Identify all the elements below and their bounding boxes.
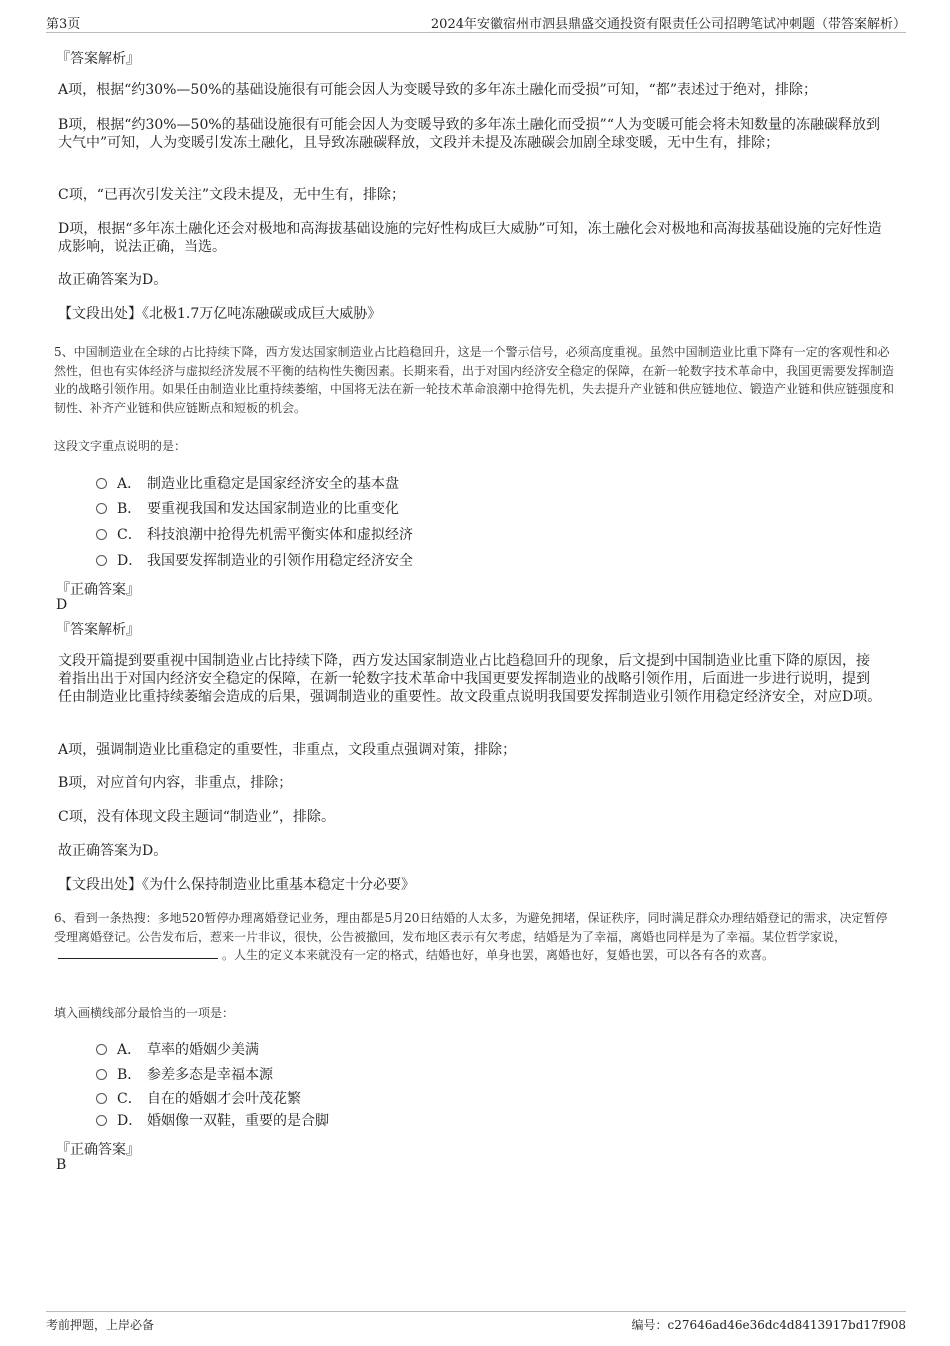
q5-source: 【文段出处】《为什么保持制造业比重基本稳定十分必要》 (58, 877, 415, 893)
document-code: 编号：c27646ad46e36dc4d8413917bd17f908 (631, 1318, 906, 1332)
q4-conclusion: 故正确答案为D。 (58, 272, 168, 288)
q5-analysis-label: 『答案解析』 (56, 622, 140, 638)
q5-stem: 5、中国制造业在全球的占比持续下降，西方发达国家制造业占比趋稳回升，这是一个警示信号，必须高度重视。虽然中国制造业比重下降有一定的客观性和必然性，但也有实体经济与虚拟经济发展不平衡的结构性失衡因素。长期来看，出于对国内经济安全稳定的保障，在新一轮数字技术革命中，我国更需要发挥制造业的战略引领作用。如果任由制造业比重持续萎缩，中国将无法在新一轮技术革命浪潮中抢得先机，失去提升产业链和供应链地位、锻造产业链和供应链强度和韧性、补齐产业链和供应链断点和短板的机会。 (54, 345, 895, 415)
q6-option-c[interactable]: C． 自在的婚姻才会叶茂花繁 (96, 1088, 301, 1108)
q6-answer: B (56, 1157, 67, 1173)
q5-answer: D (56, 597, 68, 613)
q5-analysis: 文段开篇提到要重视中国制造业占比持续下降，西方发达国家制造业占比趋稳回升的现象，后文提到中国制造业比重下降的原因，接着指出出于对国内经济安全稳定的保障，在新一轮数字技术革命中我国更要发挥制造业的战略引领作用，后面进一步进行说明，提到任由制造业比重持续萎缩会造成的后果，强调制造业的重要性。故文段重点说明我国要发挥制造业引领作用稳定经济安全，对应D项。 (58, 653, 882, 705)
radio-icon[interactable] (96, 478, 107, 489)
document-title: 2024年安徽宿州市泗县鼎盛交通投资有限责任公司招聘笔试冲刺题（带答案解析） (430, 17, 906, 32)
q5-conclusion: 故正确答案为D。 (58, 843, 168, 859)
q4-analysis-d: D项，根据“多年冻土融化还会对极地和高海拔基础设施的完好性构成巨大威胁”可知，冻土融化会对极地和高海拔基础设施的完好性造成影响，说法正确，当选。 (58, 221, 882, 255)
q5-analysis-b: B项，对应首句内容，非重点，排除； (58, 775, 293, 791)
page-footer (46, 1311, 906, 1346)
q5-option-a[interactable]: A． 制造业比重稳定是国家经济安全的基本盘 (96, 473, 399, 493)
fill-blank (58, 948, 218, 959)
radio-icon[interactable] (96, 1115, 107, 1126)
q4-source: 【文段出处】《北极1.7万亿吨冻融碳或成巨大威胁》 (58, 306, 382, 322)
q6-option-a[interactable]: A． 草率的婚姻少美满 (96, 1039, 259, 1059)
q5-analysis-a: A项，强调制造业比重稳定的重要性，非重点，文段重点强调对策，排除； (58, 742, 517, 758)
q5-answer-label: 『正确答案』 (56, 582, 140, 598)
q5-analysis-c: C项，没有体现文段主题词“制造业”，排除。 (58, 809, 336, 825)
radio-icon[interactable] (96, 1069, 107, 1080)
radio-icon[interactable] (96, 1093, 107, 1104)
radio-icon[interactable] (96, 1044, 107, 1055)
q6-option-b[interactable]: B． 参差多态是幸福本源 (96, 1064, 273, 1084)
q4-analysis-c: C项，“已再次引发关注”文段未提及，无中生有，排除； (58, 187, 406, 203)
q5-option-d[interactable]: D． 我国要发挥制造业的引领作用稳定经济安全 (96, 550, 413, 570)
radio-icon[interactable] (96, 503, 107, 514)
q4-analysis-label: 『答案解析』 (56, 51, 140, 67)
q6-answer-label: 『正确答案』 (56, 1142, 140, 1158)
q4-analysis-a: A项，根据“约30%—50%的基础设施很有可能会因人为变暖导致的多年冻土融化而受损”可知，“都”表述过于绝对，排除； (58, 82, 817, 98)
radio-icon[interactable] (96, 529, 107, 540)
radio-icon[interactable] (96, 555, 107, 566)
q6-option-d[interactable]: D． 婚姻像一双鞋，重要的是合脚 (96, 1110, 329, 1130)
q5-option-c[interactable]: C． 科技浪潮中抢得先机需平衡实体和虚拟经济 (96, 524, 413, 544)
q5-option-b[interactable]: B． 要重视我国和发达国家制造业的比重变化 (96, 498, 399, 518)
q5-prompt: 这段文字重点说明的是： (54, 439, 187, 453)
page-header (46, 0, 906, 33)
footer-slogan: 考前押题，上岸必备 (46, 1318, 155, 1332)
page-number: 第3页 (46, 17, 81, 32)
q6-prompt: 填入画横线部分最恰当的一项是： (54, 1006, 235, 1020)
q4-analysis-b: B项，根据“约30%—50%的基础设施很有可能会因人为变暖导致的多年冻土融化而受损”“人为变暖可能会将未知数量的冻融碳释放到大气中”可知，人为变暖引发冻土融化，且导致冻融碳释放，文段并未提及冻融碳会加剧全球变暖，无中生有，排除； (58, 117, 880, 151)
q6-stem: 6、看到一条热搜：多地520暂停办理离婚登记业务，理由都是5月20日结婚的人太多，为避免拥堵，保证秩序，同时满足群众办理结婚登记的需求，决定暂停受理离婚登记。公告发布后，惹来一片非议，很快，公告被撤回，发布地区表示有欠考虑，结婚是为了幸福，离婚也同样是为了幸福。某位哲学家说，。人生的定义本来就没有一定的格式，结婚也好，单身也罢，离婚也好，复婚也罢，可以各有各的欢喜。 (54, 911, 888, 962)
